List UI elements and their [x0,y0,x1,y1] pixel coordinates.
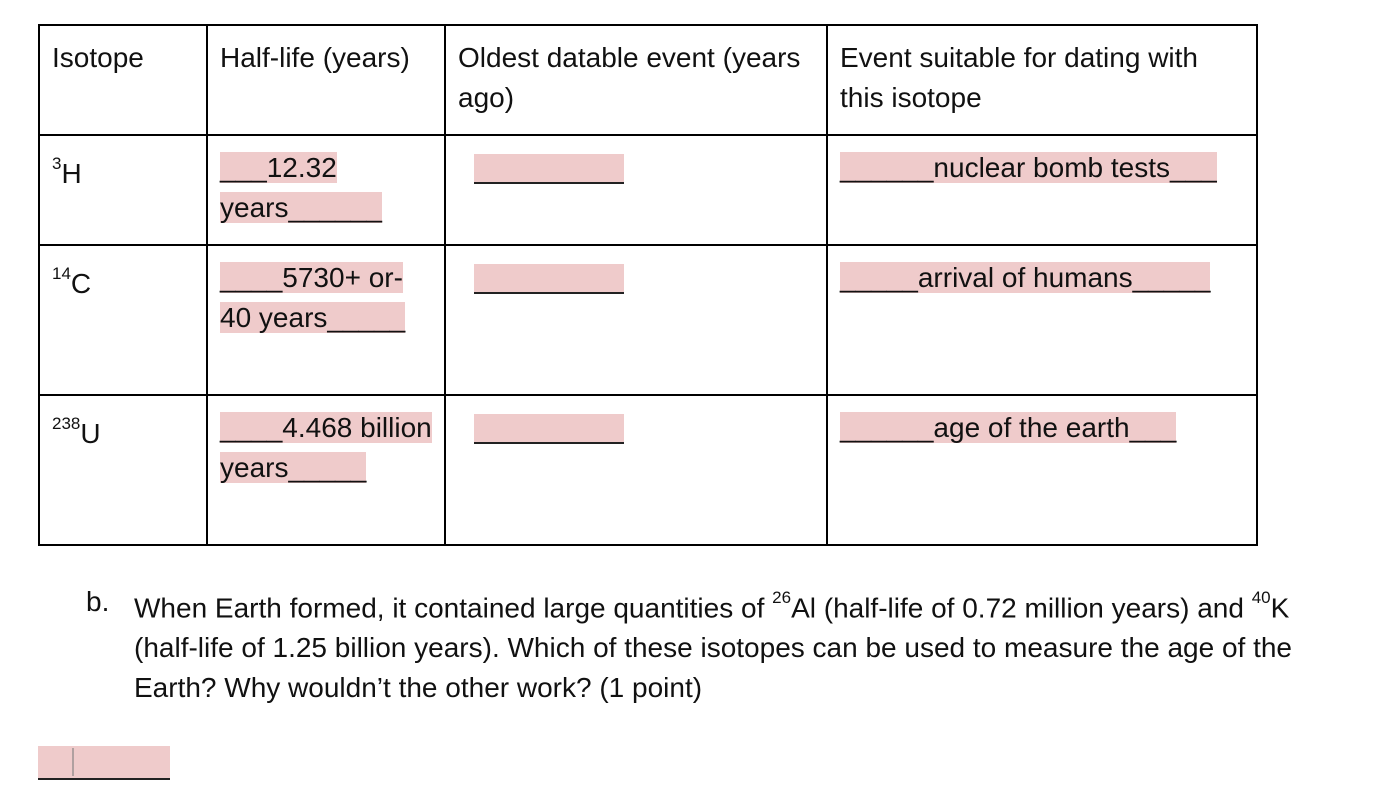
answer-field[interactable] [38,746,170,780]
event-answer[interactable]: _____arrival of humans_____ [840,262,1211,293]
isotope-table [38,24,1258,546]
event-cell[interactable] [827,395,1257,545]
header-isotope: Isotope [39,25,207,135]
table-row [39,135,1257,245]
question-b [86,582,1316,708]
half-life-answer[interactable]: ____4.468 billion years_____ [220,412,432,483]
header-oldest-event: Oldest datable event (years ago) [445,25,827,135]
isotope-label: $^{14}$C [52,264,92,300]
isotope-cell [39,395,207,545]
isotope-cell [39,135,207,245]
question-marker: b. [86,586,110,617]
event-answer[interactable]: ______nuclear bomb tests___ [840,152,1217,183]
isotope-cell [39,245,207,395]
half-life-cell[interactable] [207,245,445,395]
text-cursor [72,748,74,776]
table-header-row [39,25,1257,135]
half-life-cell[interactable] [207,395,445,545]
question-text: When Earth formed, it contained large quantities of $^{26}$Al (half-life of 0.72 million years) and $^{40}$K (half-life of 1.25 billion years). Which of these isotopes can be used to measure the age of the Earth? Why wouldn’t the other work? (1 point) [134,588,1292,704]
event-cell[interactable] [827,245,1257,395]
oldest-event-cell[interactable] [445,135,827,245]
table-row [39,245,1257,395]
oldest-event-field[interactable] [474,414,624,444]
header-event: Event suitable for dating with this isotope [827,25,1257,135]
half-life-answer[interactable]: ____5730+ or- 40 years_____ [220,262,406,333]
header-half-life: Half-life (years) [207,25,445,135]
oldest-event-field[interactable] [474,264,624,294]
oldest-event-cell[interactable] [445,245,827,395]
oldest-event-cell[interactable] [445,395,827,545]
event-answer[interactable]: ______age of the earth___ [840,412,1177,443]
isotope-label: $^3$H [52,154,82,190]
half-life-cell[interactable] [207,135,445,245]
oldest-event-field[interactable] [474,154,624,184]
half-life-answer[interactable]: ___12.32 years______ [220,152,382,223]
table-row [39,395,1257,545]
isotope-label: $^{238}$U [52,414,101,450]
event-cell[interactable] [827,135,1257,245]
